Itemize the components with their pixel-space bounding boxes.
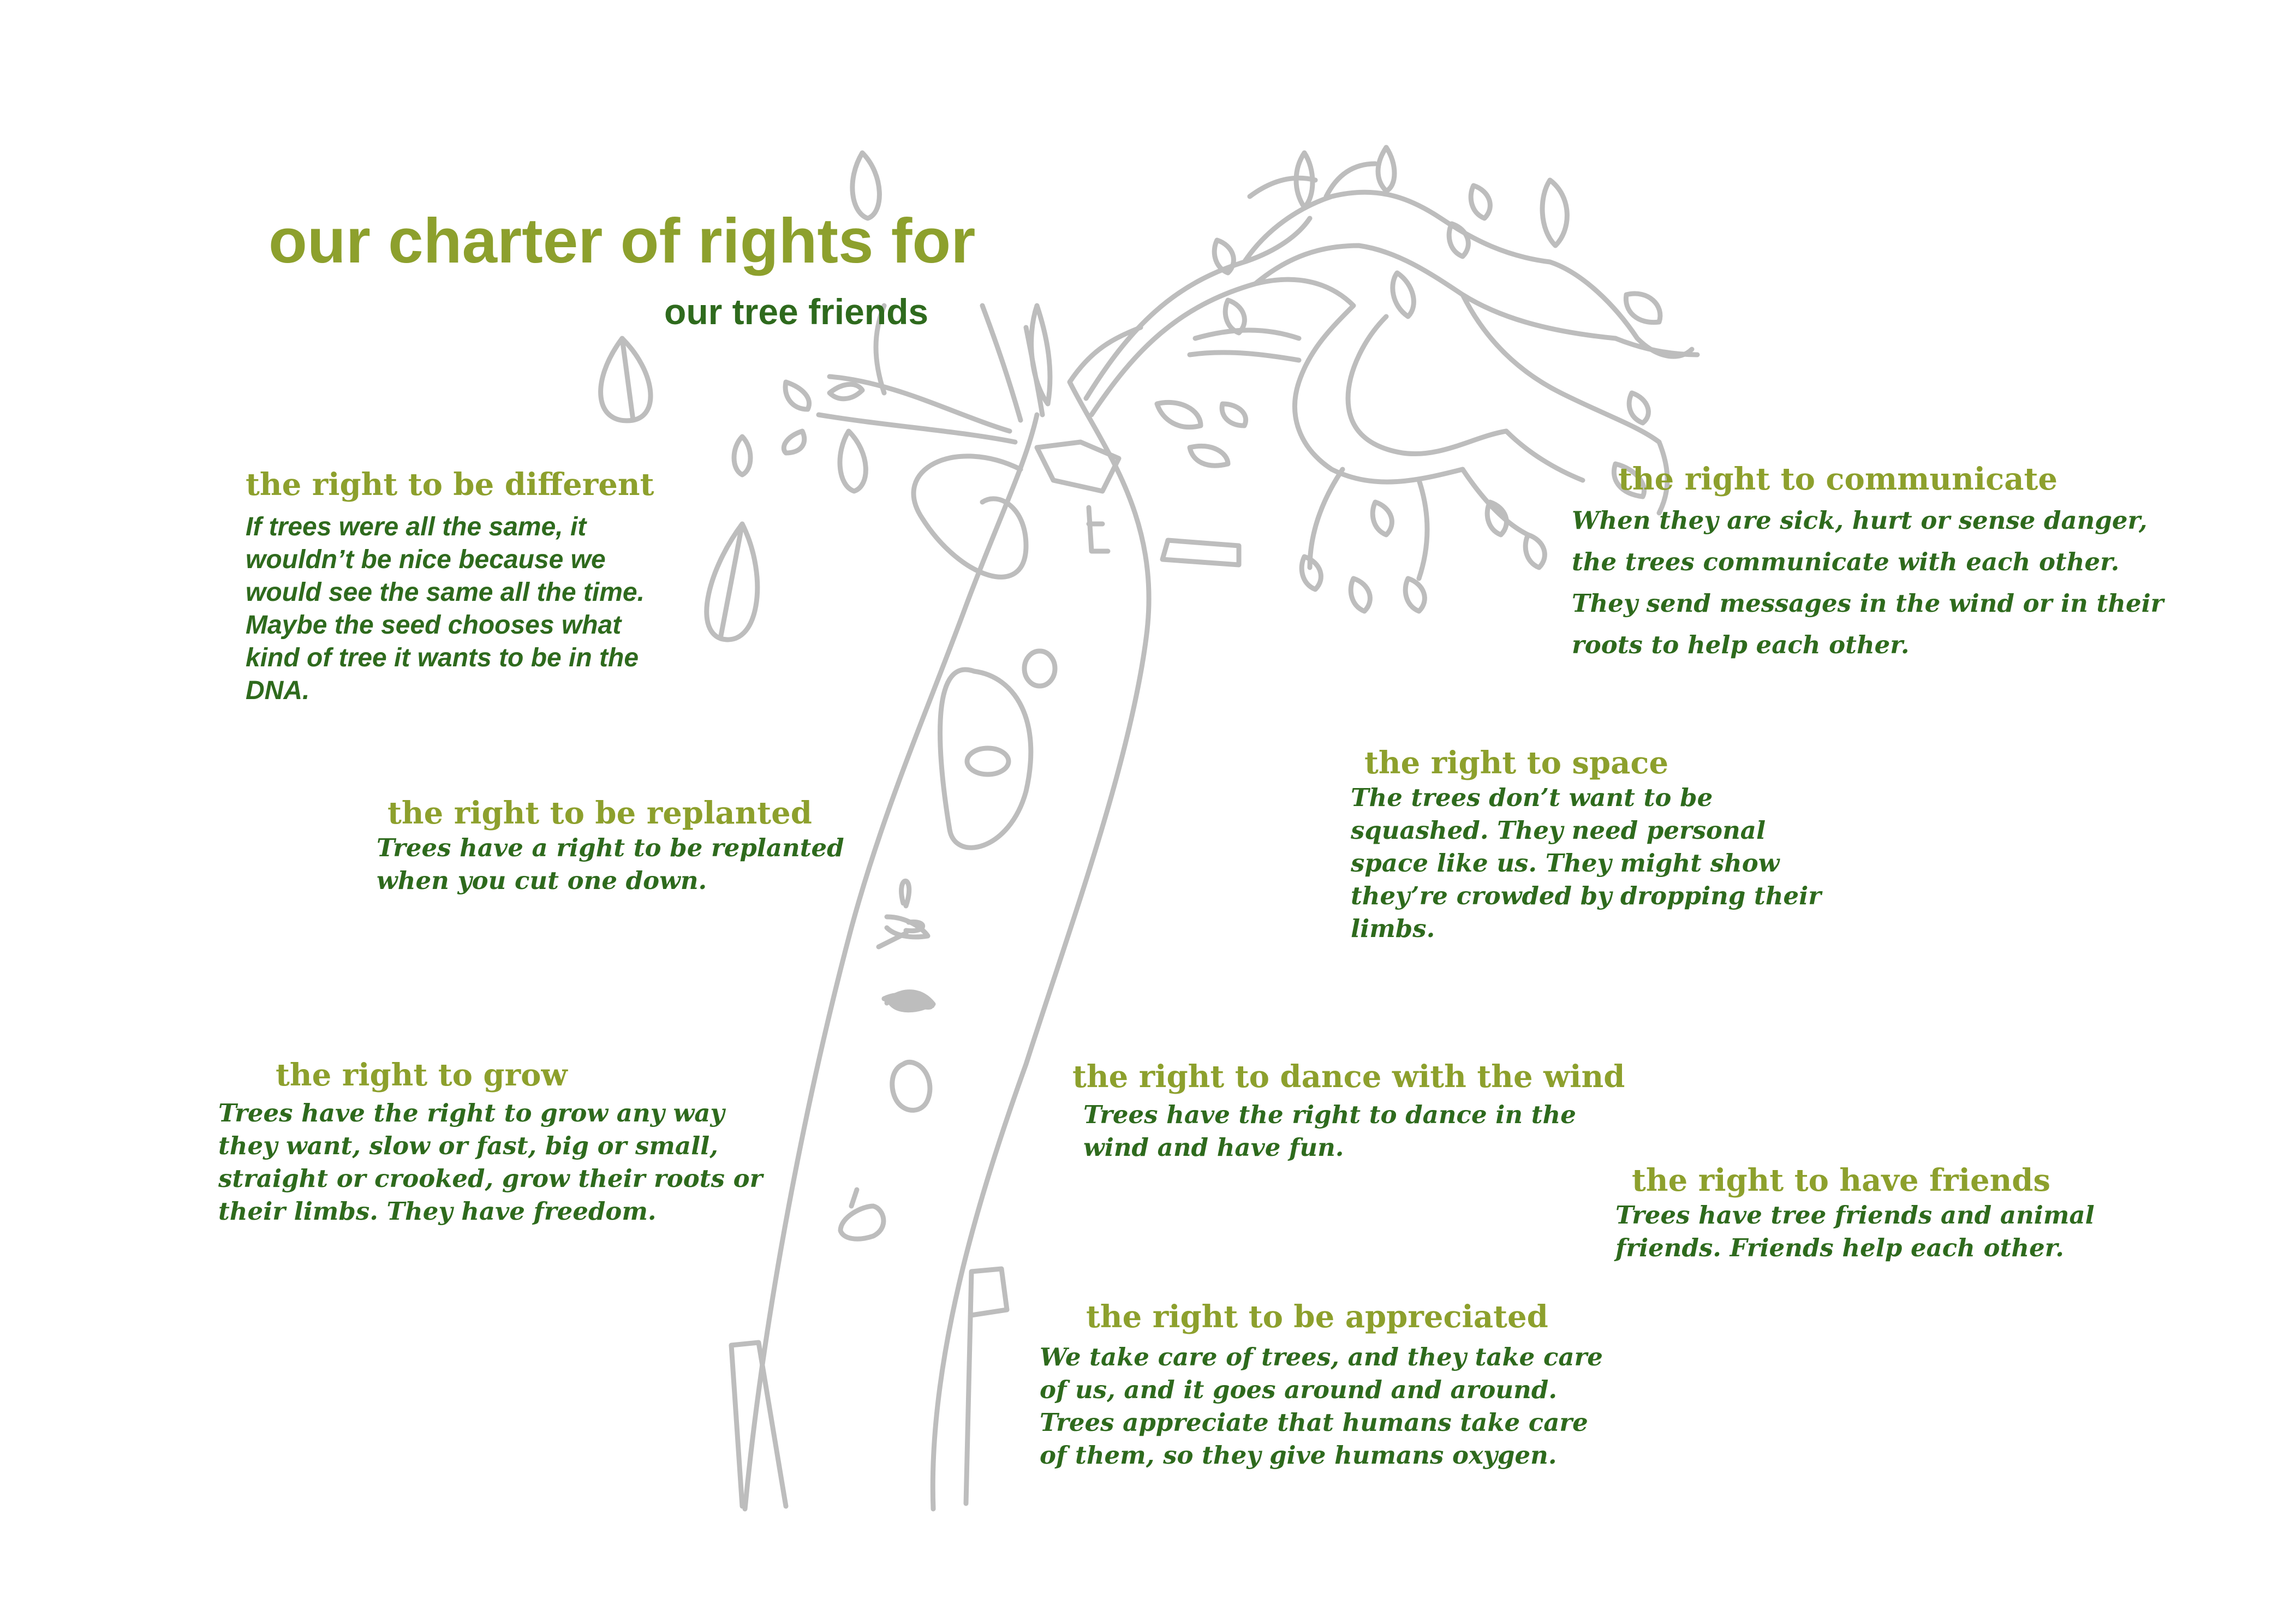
trunk-scar bbox=[1162, 540, 1239, 565]
right-heading: the right to be replanted bbox=[387, 795, 812, 831]
right-body: Trees have a right to be replanted when you cut one down. bbox=[377, 833, 844, 896]
trunk-scar bbox=[1089, 508, 1108, 551]
trunk-mark bbox=[840, 1206, 884, 1239]
right-body: When they are sick, hurt or sense danger, the trees communicate with each other. They send messages in the wind or in their roots to help each other. bbox=[1572, 506, 2164, 660]
trunk-outline-left bbox=[745, 415, 1037, 1509]
page-subtitle: our tree friends bbox=[664, 291, 929, 332]
trunk-loop bbox=[914, 456, 1026, 577]
right-section-replanted bbox=[377, 795, 844, 897]
page-title: our charter of rights for bbox=[269, 205, 976, 276]
right-body: Trees have tree friends and animal friends. Friends help each other. bbox=[1615, 1201, 2095, 1263]
branch-crown bbox=[1086, 164, 1692, 482]
right-heading: the right to be appreciated bbox=[1086, 1299, 1548, 1335]
right-heading: the right to grow bbox=[276, 1057, 568, 1093]
right-section-different bbox=[246, 467, 654, 707]
right-section-dance bbox=[1072, 1059, 1625, 1164]
right-body: We take care of trees, and they take care of us, and it goes around and around. Trees appreciate that humans take care of them, so they give humans oxygen. bbox=[1040, 1342, 1603, 1470]
right-heading: the right to space bbox=[1364, 745, 1669, 781]
right-body: If trees were all the same, it wouldn’t be nice because we would see the same all the time. Maybe the seed chooses what kind of tree it wants to be in the DNA. bbox=[246, 512, 645, 706]
right-body: The trees don’t want to be squashed. They need personal space like us. They might show they’re crowded by dropping their limbs. bbox=[1351, 783, 1821, 944]
right-body: Trees have the right to dance in the wind and have fun. bbox=[1083, 1100, 1576, 1162]
right-section-friends bbox=[1615, 1162, 2095, 1264]
trunk-hollow bbox=[940, 670, 1031, 848]
right-section-space bbox=[1351, 745, 1821, 945]
trunk-flower bbox=[892, 1062, 930, 1110]
right-body: Trees have the right to grow any way they want, slow or fast, big or small, straight or crooked, grow their roots or their limbs. They have freedom. bbox=[218, 1099, 763, 1226]
trunk-knot bbox=[1024, 651, 1055, 686]
trunk-mark bbox=[851, 1190, 857, 1206]
right-heading: the right to dance with the wind bbox=[1072, 1059, 1625, 1095]
right-heading: the right to be different bbox=[246, 467, 654, 503]
right-section-appreciated bbox=[1040, 1299, 1603, 1472]
right-heading: the right to have friends bbox=[1632, 1162, 2050, 1198]
trunk-knot bbox=[967, 748, 1009, 774]
right-section-grow bbox=[218, 1057, 762, 1228]
right-section-communicate bbox=[1572, 461, 2163, 666]
right-heading: the right to communicate bbox=[1618, 461, 2058, 497]
